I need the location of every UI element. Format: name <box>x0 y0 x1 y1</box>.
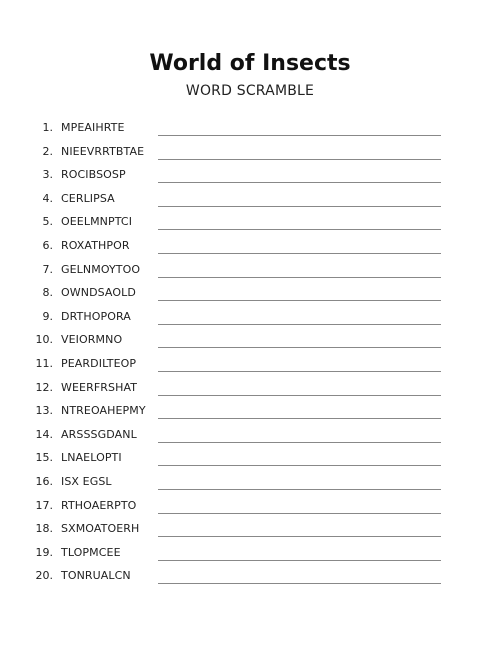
list-item <box>0 235 500 259</box>
item-number: 1. <box>42 121 53 134</box>
list-item <box>0 259 500 283</box>
item-number: 19. <box>35 545 53 559</box>
list-item <box>0 424 500 448</box>
answer-line[interactable] <box>158 206 441 207</box>
answer-line[interactable] <box>158 182 441 183</box>
list-item <box>0 495 500 519</box>
item-number: 6. <box>42 238 53 252</box>
scrambled-word: PEARDILTEOP <box>61 356 137 370</box>
answer-line[interactable] <box>158 465 441 466</box>
scrambled-word: GELNMOYTOO <box>61 262 141 276</box>
scrambled-word: DRTHOPORA <box>61 309 131 323</box>
list-item <box>0 377 500 401</box>
item-number: 8. <box>42 286 53 300</box>
list-item <box>0 188 500 212</box>
scrambled-word: RTHOAERPTO <box>61 498 137 512</box>
answer-line[interactable] <box>158 347 441 348</box>
item-number: 16. <box>35 474 53 488</box>
answer-line[interactable] <box>158 536 441 537</box>
worksheet-title: World of Insects <box>149 51 351 76</box>
worksheet-subtitle: WORD SCRAMBLE <box>185 83 315 99</box>
item-number: 7. <box>42 262 53 276</box>
scrambled-word: ARSSSGDANL <box>61 427 137 441</box>
list-item <box>0 471 500 495</box>
list-item <box>0 164 500 188</box>
list-item <box>0 329 500 353</box>
item-number: 11. <box>35 356 53 370</box>
answer-line[interactable] <box>158 371 441 372</box>
list-item <box>0 518 500 542</box>
list-item <box>0 117 500 141</box>
scrambled-word: OEELMNPTCI <box>61 215 133 229</box>
answer-line[interactable] <box>158 583 441 584</box>
list-item <box>0 353 500 377</box>
list-item <box>0 400 500 424</box>
answer-line[interactable] <box>158 159 441 160</box>
scrambled-word: NIEEVRRTBTAE <box>61 144 145 158</box>
item-number: 18. <box>35 522 53 536</box>
scrambled-word: CERLIPSA <box>61 191 115 205</box>
answer-line[interactable] <box>158 253 441 254</box>
item-number: 13. <box>35 404 53 418</box>
scrambled-word: NTREOAHEPMY <box>61 404 146 418</box>
scrambled-word: OWNDSAOLD <box>61 286 136 300</box>
item-number: 17. <box>35 498 53 512</box>
list-item <box>0 306 500 330</box>
list-item <box>0 141 500 165</box>
answer-line[interactable] <box>158 513 441 514</box>
answer-line[interactable] <box>158 229 441 230</box>
scrambled-word: SXMOATOERH <box>61 522 140 536</box>
item-number: 15. <box>35 451 53 465</box>
answer-line[interactable] <box>158 135 441 136</box>
item-number: 2. <box>42 144 53 158</box>
answer-line[interactable] <box>158 277 441 278</box>
list-item <box>0 282 500 306</box>
answer-line[interactable] <box>158 418 441 419</box>
scrambled-word: TLOPMCEE <box>61 545 121 559</box>
answer-line[interactable] <box>158 324 441 325</box>
answer-line[interactable] <box>158 395 441 396</box>
answer-line[interactable] <box>158 300 441 301</box>
scrambled-word: WEERFRSHAT <box>61 380 138 394</box>
list-item <box>0 565 500 589</box>
item-number: 10. <box>35 333 53 347</box>
answer-line[interactable] <box>158 489 441 490</box>
scrambled-word: ROCIBSOSP <box>61 168 126 182</box>
item-number: 9. <box>42 309 53 323</box>
scrambled-word: TONRUALCN <box>61 569 131 583</box>
scrambled-word: MPEAIHRTE <box>61 121 125 134</box>
scrambled-word: ISX EGSL <box>61 474 112 488</box>
item-number: 5. <box>42 215 53 229</box>
item-number: 4. <box>42 191 53 205</box>
answer-line[interactable] <box>158 560 441 561</box>
list-item <box>0 447 500 471</box>
item-number: 12. <box>35 380 53 394</box>
item-number: 3. <box>42 168 53 182</box>
list-item <box>0 211 500 235</box>
answer-line[interactable] <box>158 442 441 443</box>
list-item <box>0 542 500 566</box>
scrambled-word: LNAELOPTI <box>61 451 122 465</box>
scramble-list <box>0 117 500 589</box>
item-number: 20. <box>35 569 53 583</box>
item-number: 14. <box>35 427 53 441</box>
scrambled-word: VEIORMNO <box>61 333 123 347</box>
scrambled-word: ROXATHPOR <box>61 238 130 252</box>
